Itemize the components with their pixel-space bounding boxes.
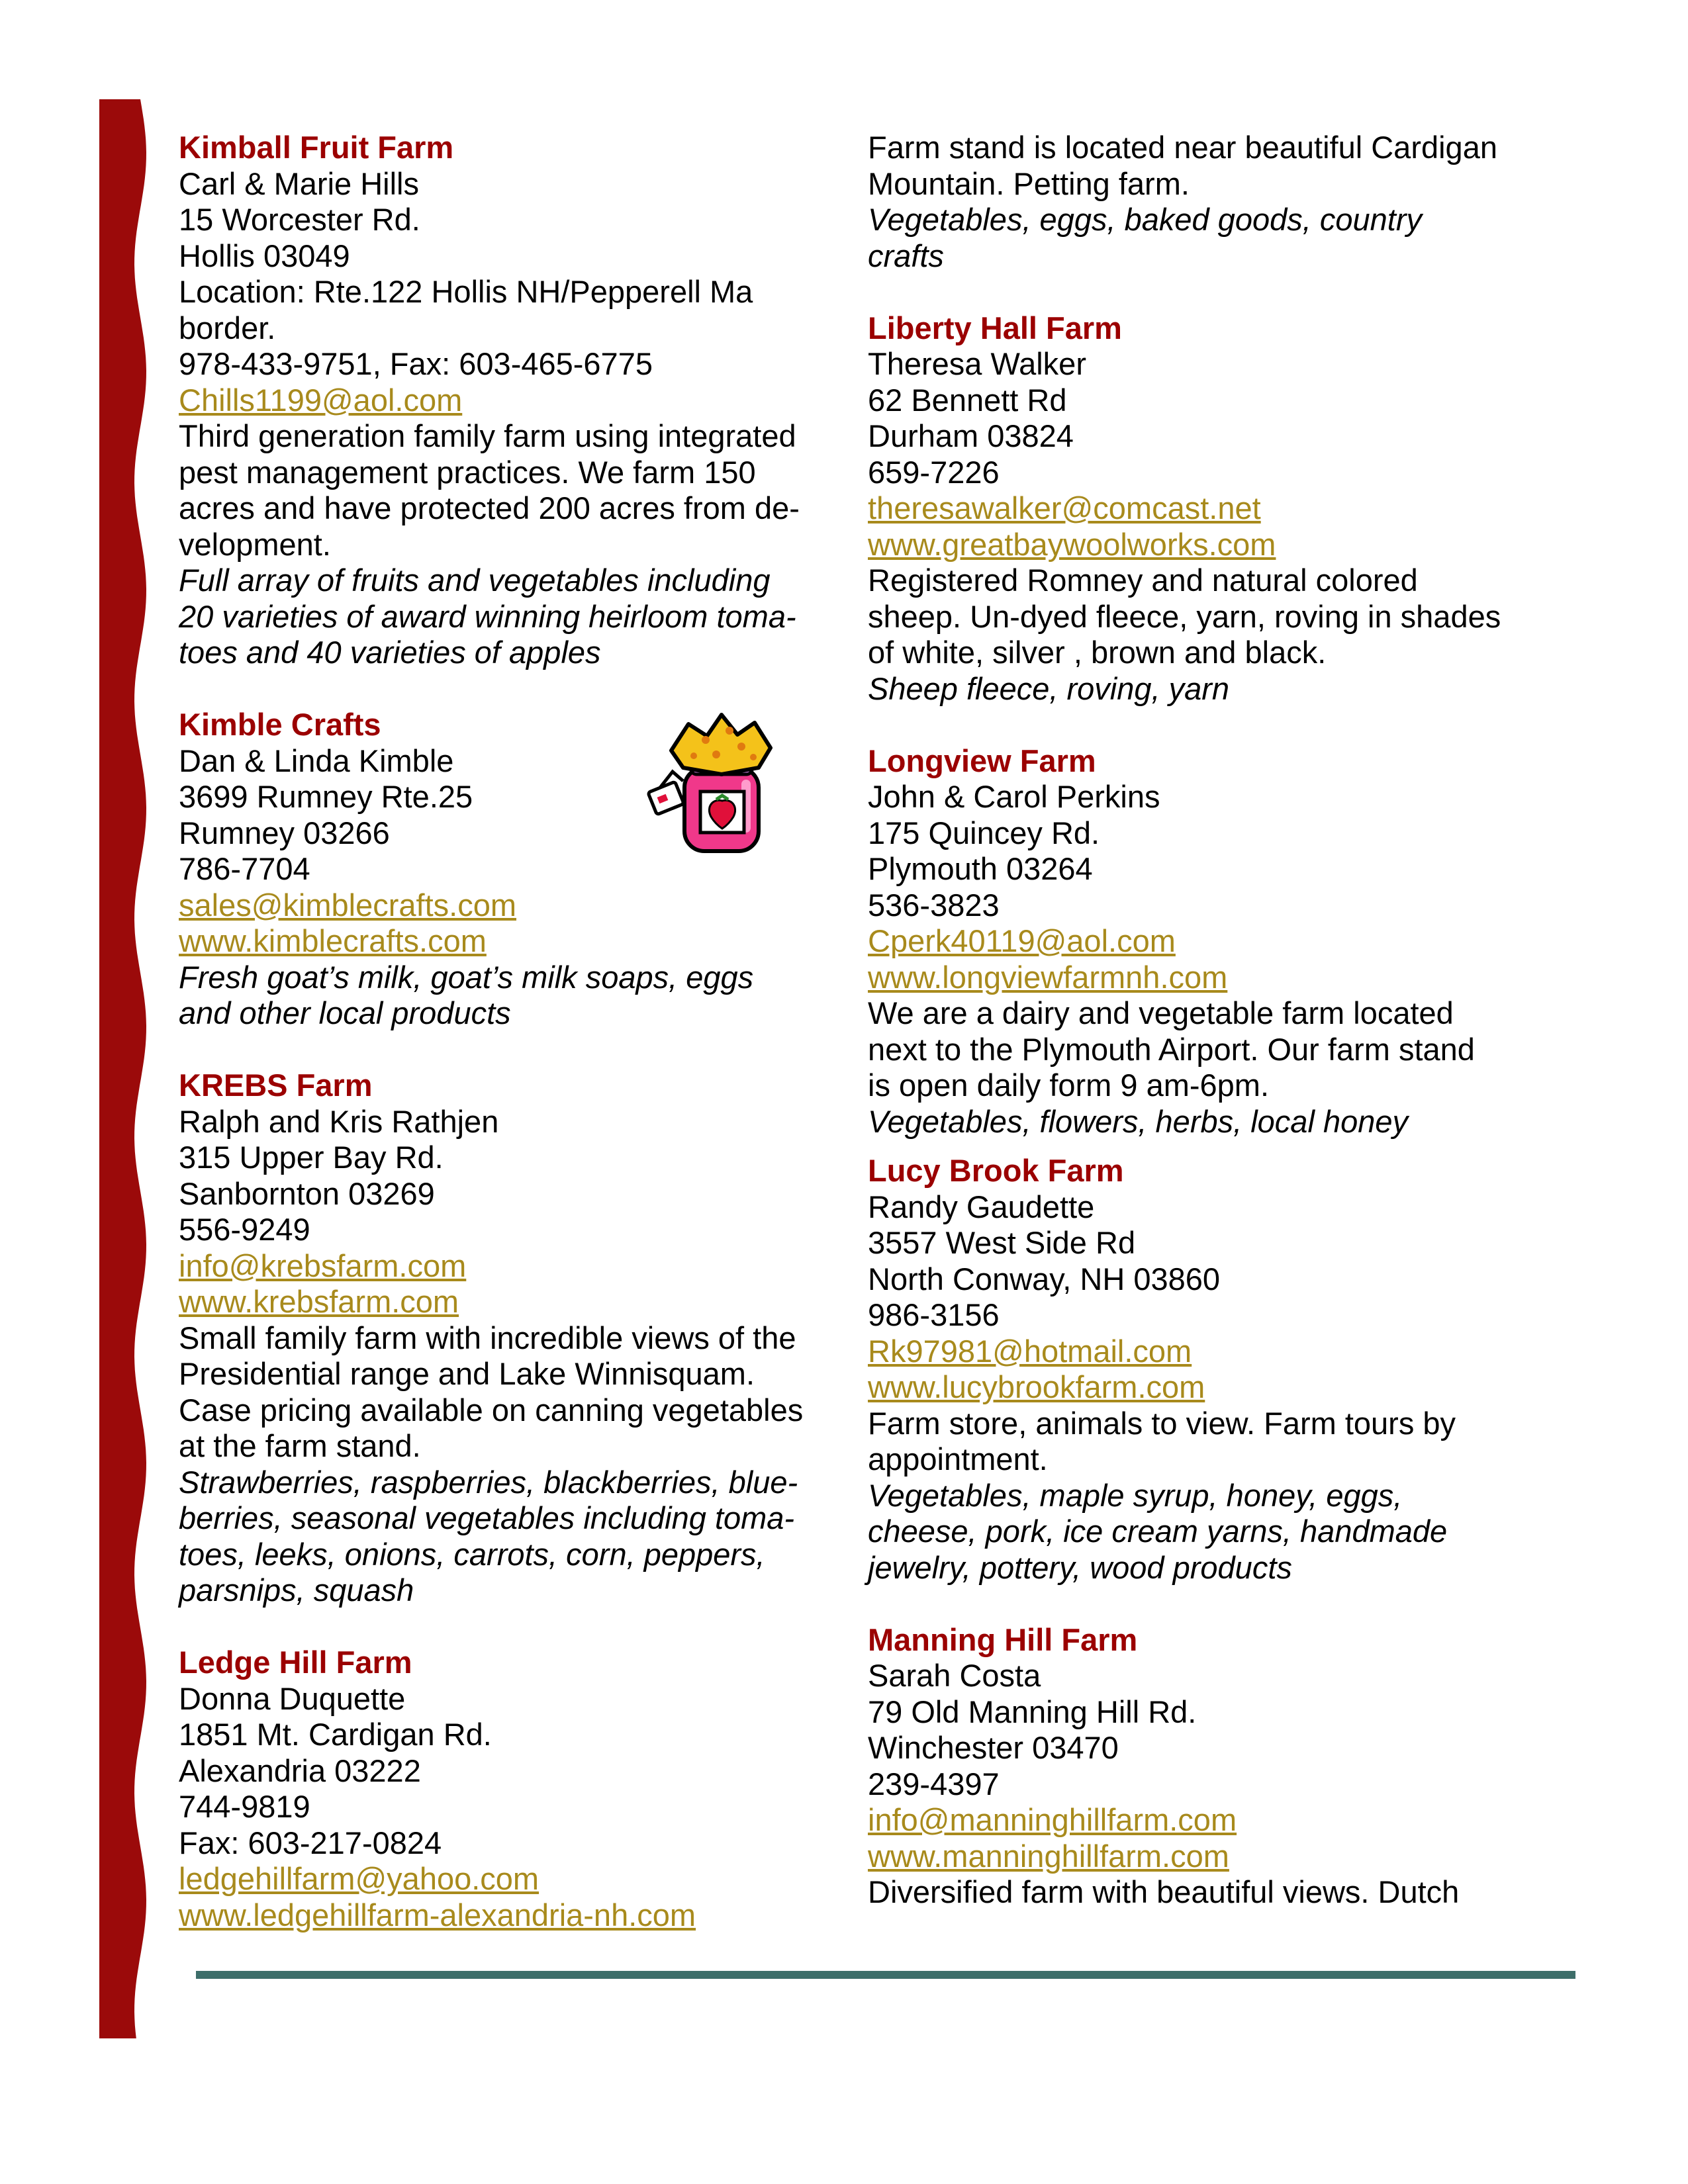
entry-spacer: [868, 274, 1596, 310]
farm-entry: [179, 130, 841, 671]
products-line: Fresh goat’s milk, goat’s milk soaps, eggs: [179, 959, 754, 995]
link-row: [179, 1284, 841, 1320]
farm-name: Liberty Hall Farm: [868, 310, 1122, 345]
contact-line: Sarah Costa: [868, 1658, 1041, 1693]
contact-line: Alexandria 03222: [179, 1752, 421, 1788]
products-line: 20 varieties of award winning heirloom toma-: [179, 598, 796, 634]
farm-entry: [179, 707, 841, 1032]
entry-spacer: [179, 671, 841, 707]
products-line: toes, leeks, onions, carrots, corn, peppers,: [179, 1536, 765, 1572]
contact-line: 659-7226: [868, 454, 1000, 490]
description-line: Farm store, animals to view. Farm tours by: [868, 1405, 1456, 1441]
farm-entry: [868, 743, 1596, 1140]
description-line: sheep. Un-dyed fleece, yarn, roving in shades: [868, 598, 1501, 634]
products-line: Sheep fleece, roving, yarn: [868, 670, 1230, 706]
contact-line: 744-9819: [179, 1789, 310, 1824]
farm-entry: [868, 310, 1596, 707]
contact-line: Rumney 03266: [179, 815, 390, 850]
contact-line: 536-3823: [868, 887, 1000, 923]
entry-spacer: [868, 707, 1596, 743]
description-line: Small family farm with incredible views of the: [179, 1320, 796, 1355]
description-line: Diversified farm with beautiful views. Dutch: [868, 1874, 1460, 1909]
farm-name: KREBS Farm: [179, 1068, 373, 1103]
farm-name: Longview Farm: [868, 743, 1096, 778]
email-link[interactable]: theresawalker@comcast.net: [868, 490, 1261, 525]
contact-line: 3699 Rumney Rte.25: [179, 779, 473, 814]
products-line: and other local products: [179, 995, 511, 1030]
description-line: Case pricing available on canning vegetables: [179, 1392, 804, 1428]
products-line: jewelry, pottery, wood products: [868, 1549, 1292, 1585]
link-row: [179, 1861, 841, 1897]
email-link[interactable]: info@krebsfarm.com: [179, 1248, 467, 1283]
contact-line: Location: Rte.122 Hollis NH/Pepperell Ma: [179, 274, 753, 309]
entry-spacer: [868, 1140, 1596, 1153]
contact-line: John & Carol Perkins: [868, 779, 1160, 814]
description-line: We are a dairy and vegetable farm located: [868, 995, 1454, 1030]
contact-line: Winchester 03470: [868, 1730, 1119, 1765]
farm-name: Ledge Hill Farm: [179, 1645, 412, 1680]
contact-line: 315 Upper Bay Rd.: [179, 1140, 444, 1175]
contact-line: 62 Bennett Rd: [868, 382, 1067, 418]
description-line: Third generation family farm using integrated: [179, 418, 796, 453]
link-row: [868, 1334, 1596, 1370]
contact-line: Theresa Walker: [868, 346, 1086, 381]
products-line: Vegetables, eggs, baked goods, country: [868, 202, 1423, 237]
products-line: cheese, pork, ice cream yarns, handmade: [868, 1514, 1448, 1549]
farm-entry: [868, 130, 1596, 274]
products-line: berries, seasonal vegetables including toma-: [179, 1500, 795, 1535]
contact-line: 3557 West Side Rd: [868, 1225, 1136, 1260]
description-line: velopment.: [179, 526, 331, 562]
contact-line: Sanbornton 03269: [179, 1175, 435, 1211]
farm-entry: [868, 1622, 1596, 1911]
products-line: Strawberries, raspberries, blackberries, blue-: [179, 1464, 798, 1500]
description-line: appointment.: [868, 1441, 1048, 1477]
website-link[interactable]: www.kimblecrafts.com: [179, 923, 487, 958]
contact-line: Dan & Linda Kimble: [179, 743, 454, 778]
description-line: is open daily form 9 am-6pm.: [868, 1068, 1270, 1103]
description-line: Mountain. Petting farm.: [868, 165, 1190, 201]
contact-line: Carl & Marie Hills: [179, 165, 419, 201]
farm-name: Manning Hill Farm: [868, 1621, 1138, 1657]
link-row: [868, 490, 1596, 527]
contact-line: Durham 03824: [868, 418, 1074, 453]
contact-line: North Conway, NH 03860: [868, 1261, 1221, 1297]
right-column: [868, 130, 1596, 1911]
products-line: toes and 40 varieties of apples: [179, 635, 601, 670]
contact-line: 175 Quincey Rd.: [868, 815, 1100, 850]
description-line: acres and have protected 200 acres from de-: [179, 490, 800, 525]
website-link[interactable]: www.ledgehillfarm-alexandria-nh.com: [179, 1897, 696, 1933]
website-link[interactable]: www.manninghillfarm.com: [868, 1838, 1229, 1874]
description-line: next to the Plymouth Airport. Our farm stand: [868, 1031, 1475, 1067]
contact-line: Fax: 603-217-0824: [179, 1825, 442, 1860]
description-line: at the farm stand.: [179, 1428, 421, 1463]
link-row: [179, 1248, 841, 1285]
farm-entry: [868, 1153, 1596, 1586]
products-line: Full array of fruits and vegetables including: [179, 563, 771, 598]
link-row: [868, 527, 1596, 563]
farm-name: Kimball Fruit Farm: [179, 130, 454, 165]
website-link[interactable]: www.longviewfarmnh.com: [868, 959, 1228, 995]
link-row: [868, 1802, 1596, 1839]
email-link[interactable]: ledgehillfarm@yahoo.com: [179, 1861, 539, 1896]
email-link[interactable]: Chills1199@aol.com: [179, 382, 463, 418]
products-line: Vegetables, maple syrup, honey, eggs,: [868, 1477, 1403, 1513]
bottom-divider-line: [196, 1971, 1575, 1979]
contact-line: 1851 Mt. Cardigan Rd.: [179, 1717, 492, 1752]
link-row: [179, 383, 841, 419]
contact-line: 786-7704: [179, 851, 310, 886]
products-line: parsnips, squash: [179, 1572, 414, 1608]
link-row: [868, 923, 1596, 960]
link-row: [868, 960, 1596, 996]
contact-line: 15 Worcester Rd.: [179, 202, 420, 237]
description-line: Registered Romney and natural colored: [868, 563, 1418, 598]
email-link[interactable]: Rk97981@hotmail.com: [868, 1333, 1192, 1369]
contact-line: 556-9249: [179, 1212, 310, 1247]
contact-line: Plymouth 03264: [868, 851, 1093, 886]
link-row: [179, 887, 841, 924]
contact-line: Donna Duquette: [179, 1680, 406, 1716]
email-link[interactable]: info@manninghillfarm.com: [868, 1802, 1237, 1837]
website-link[interactable]: www.greatbaywoolworks.com: [868, 526, 1276, 562]
farm-entry: [179, 1068, 841, 1609]
jam-jar-icon: [642, 707, 794, 859]
email-link[interactable]: Cperk40119@aol.com: [868, 923, 1176, 958]
link-row: [868, 1369, 1596, 1406]
link-row: [179, 1897, 841, 1934]
contact-line: border.: [179, 310, 276, 345]
description-line: Farm stand is located near beautiful Cardigan: [868, 130, 1497, 165]
contact-line: 986-3156: [868, 1297, 1000, 1332]
contact-line: 79 Old Manning Hill Rd.: [868, 1694, 1197, 1729]
description-line: pest management practices. We farm 150: [179, 454, 756, 490]
entry-spacer: [179, 1032, 841, 1068]
link-row: [868, 1839, 1596, 1875]
contact-line: Randy Gaudette: [868, 1189, 1095, 1224]
description-line: Presidential range and Lake Winnisquam.: [179, 1356, 755, 1391]
farm-name: Lucy Brook Farm: [868, 1153, 1124, 1188]
description-line: of white, silver , brown and black.: [868, 635, 1327, 670]
farm-entry: [179, 1645, 841, 1933]
contact-line: Hollis 03049: [179, 238, 350, 273]
entry-spacer: [868, 1586, 1596, 1622]
left-column: [179, 130, 841, 1933]
contact-line: Ralph and Kris Rathjen: [179, 1103, 499, 1139]
products-line: crafts: [868, 238, 944, 273]
link-row: [179, 923, 841, 960]
entry-spacer: [179, 1609, 841, 1645]
contact-line: 978-433-9751, Fax: 603-465-6775: [179, 346, 653, 381]
products-line: Vegetables, flowers, herbs, local honey: [868, 1103, 1409, 1139]
email-link[interactable]: sales@kimblecrafts.com: [179, 887, 517, 923]
farm-name: Kimble Crafts: [179, 707, 381, 742]
website-link[interactable]: www.krebsfarm.com: [179, 1284, 459, 1319]
contact-line: 239-4397: [868, 1766, 1000, 1801]
website-link[interactable]: www.lucybrookfarm.com: [868, 1369, 1205, 1404]
